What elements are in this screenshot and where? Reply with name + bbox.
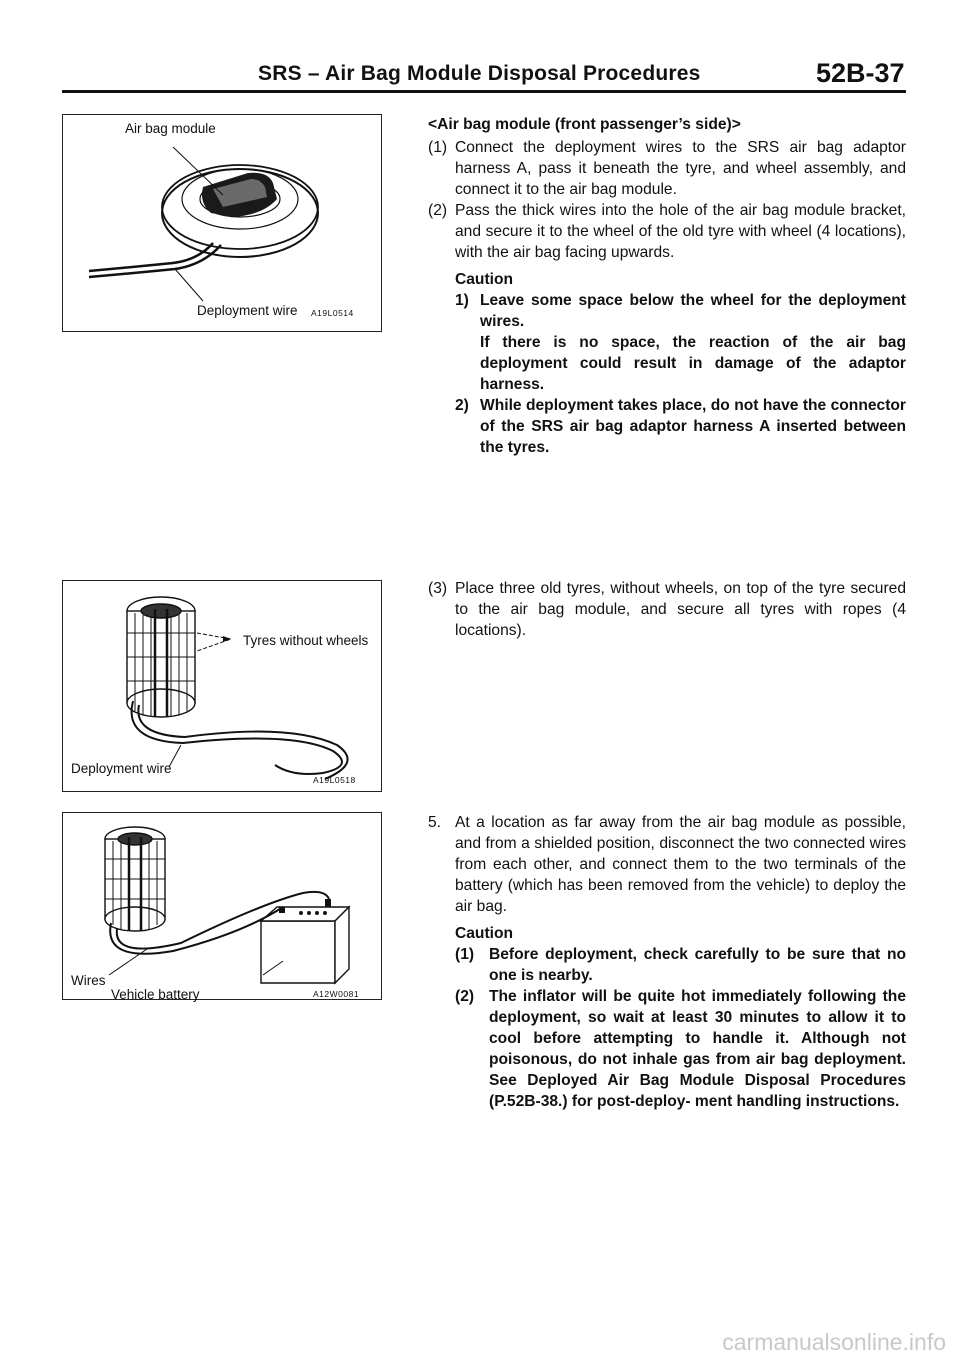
label-air-bag-module: Air bag module: [125, 121, 216, 136]
figure-code-3: A12W0081: [313, 989, 360, 999]
air-bag-module-illustration: [63, 115, 381, 331]
page-header-title: SRS – Air Bag Module Disposal Procedures: [258, 62, 701, 85]
label-deployment-wire-2: Deployment wire: [71, 761, 172, 776]
caution-item: (1) Before deployment, check carefully to be sure that no one is nearby.: [455, 946, 906, 984]
caution-block: [428, 269, 906, 458]
caution-item: (2) The inflator will be quite hot immediately following the deployment, so wait at least 30 minutes to allow it to cool before attempting to handle it. Although not poisonous, do not inhale gas from air bag deployment. See Deployed Air Bag Module Disposal Procedures (P.52B-38.) for post-deploy- ment handling instructions.: [455, 988, 906, 1110]
caution-title: Caution: [455, 925, 514, 942]
figure-code-2: A19L0518: [313, 775, 356, 785]
section-title: <Air bag module (front passenger’s side)>: [428, 116, 741, 133]
tyre-stack-illustration: [63, 581, 381, 791]
section-passenger-airbag: [428, 114, 906, 458]
label-tyres-without-wheels: Tyres without wheels: [243, 633, 369, 648]
step-item: (1) Connect the deployment wires to the SRS air bag adaptor harness A, pass it beneath the tyre, and wheel assembly, and connect it to the air bag module.: [428, 139, 906, 198]
watermark: carmanualsonline.info: [722, 1329, 946, 1355]
battery-connection-illustration: [63, 813, 381, 999]
step-item: (3) Place three old tyres, without wheels, on top of the tyre secured to the air bag module, and secure all tyres with ropes (4 locations).: [428, 580, 906, 639]
figure-battery-connection: [62, 812, 382, 1000]
caution-item: 2) While deployment takes place, do not have the connector of the SRS air bag adaptor harness A inserted between the tyres.: [455, 397, 906, 456]
caution-block: [428, 923, 906, 1112]
section-deploy: [428, 812, 906, 1112]
step-item: (2) Pass the thick wires into the hole of the air bag module bracket, and secure it to the wheel of the old tyre with wheel (4 locations), with the air bag facing upwards.: [428, 202, 906, 261]
label-vehicle-battery: Vehicle battery: [111, 987, 200, 1002]
page-number: 52B-37: [816, 58, 905, 88]
caution-title: Caution: [455, 271, 514, 288]
step-item: 5. At a location as far away from the air bag module as possible, and from a shielded position, disconnect the two connected wires from each other, and connect them to the two terminals of the battery (which has been removed from the vehicle) to deploy the air bag.: [428, 814, 906, 915]
figure-tyre-stack: [62, 580, 382, 792]
header-rule: [62, 90, 906, 93]
label-deployment-wire: Deployment wire: [197, 303, 298, 318]
figure-air-bag-module: [62, 114, 382, 332]
figure-code: A19L0514: [311, 308, 354, 318]
caution-item: 1) Leave some space below the wheel for the deployment wires. If there is no space, the reaction of the air bag deployment could result in damage of the adaptor harness.: [455, 292, 906, 393]
label-wires: Wires: [71, 973, 106, 988]
section-place-tyres: [428, 578, 906, 641]
